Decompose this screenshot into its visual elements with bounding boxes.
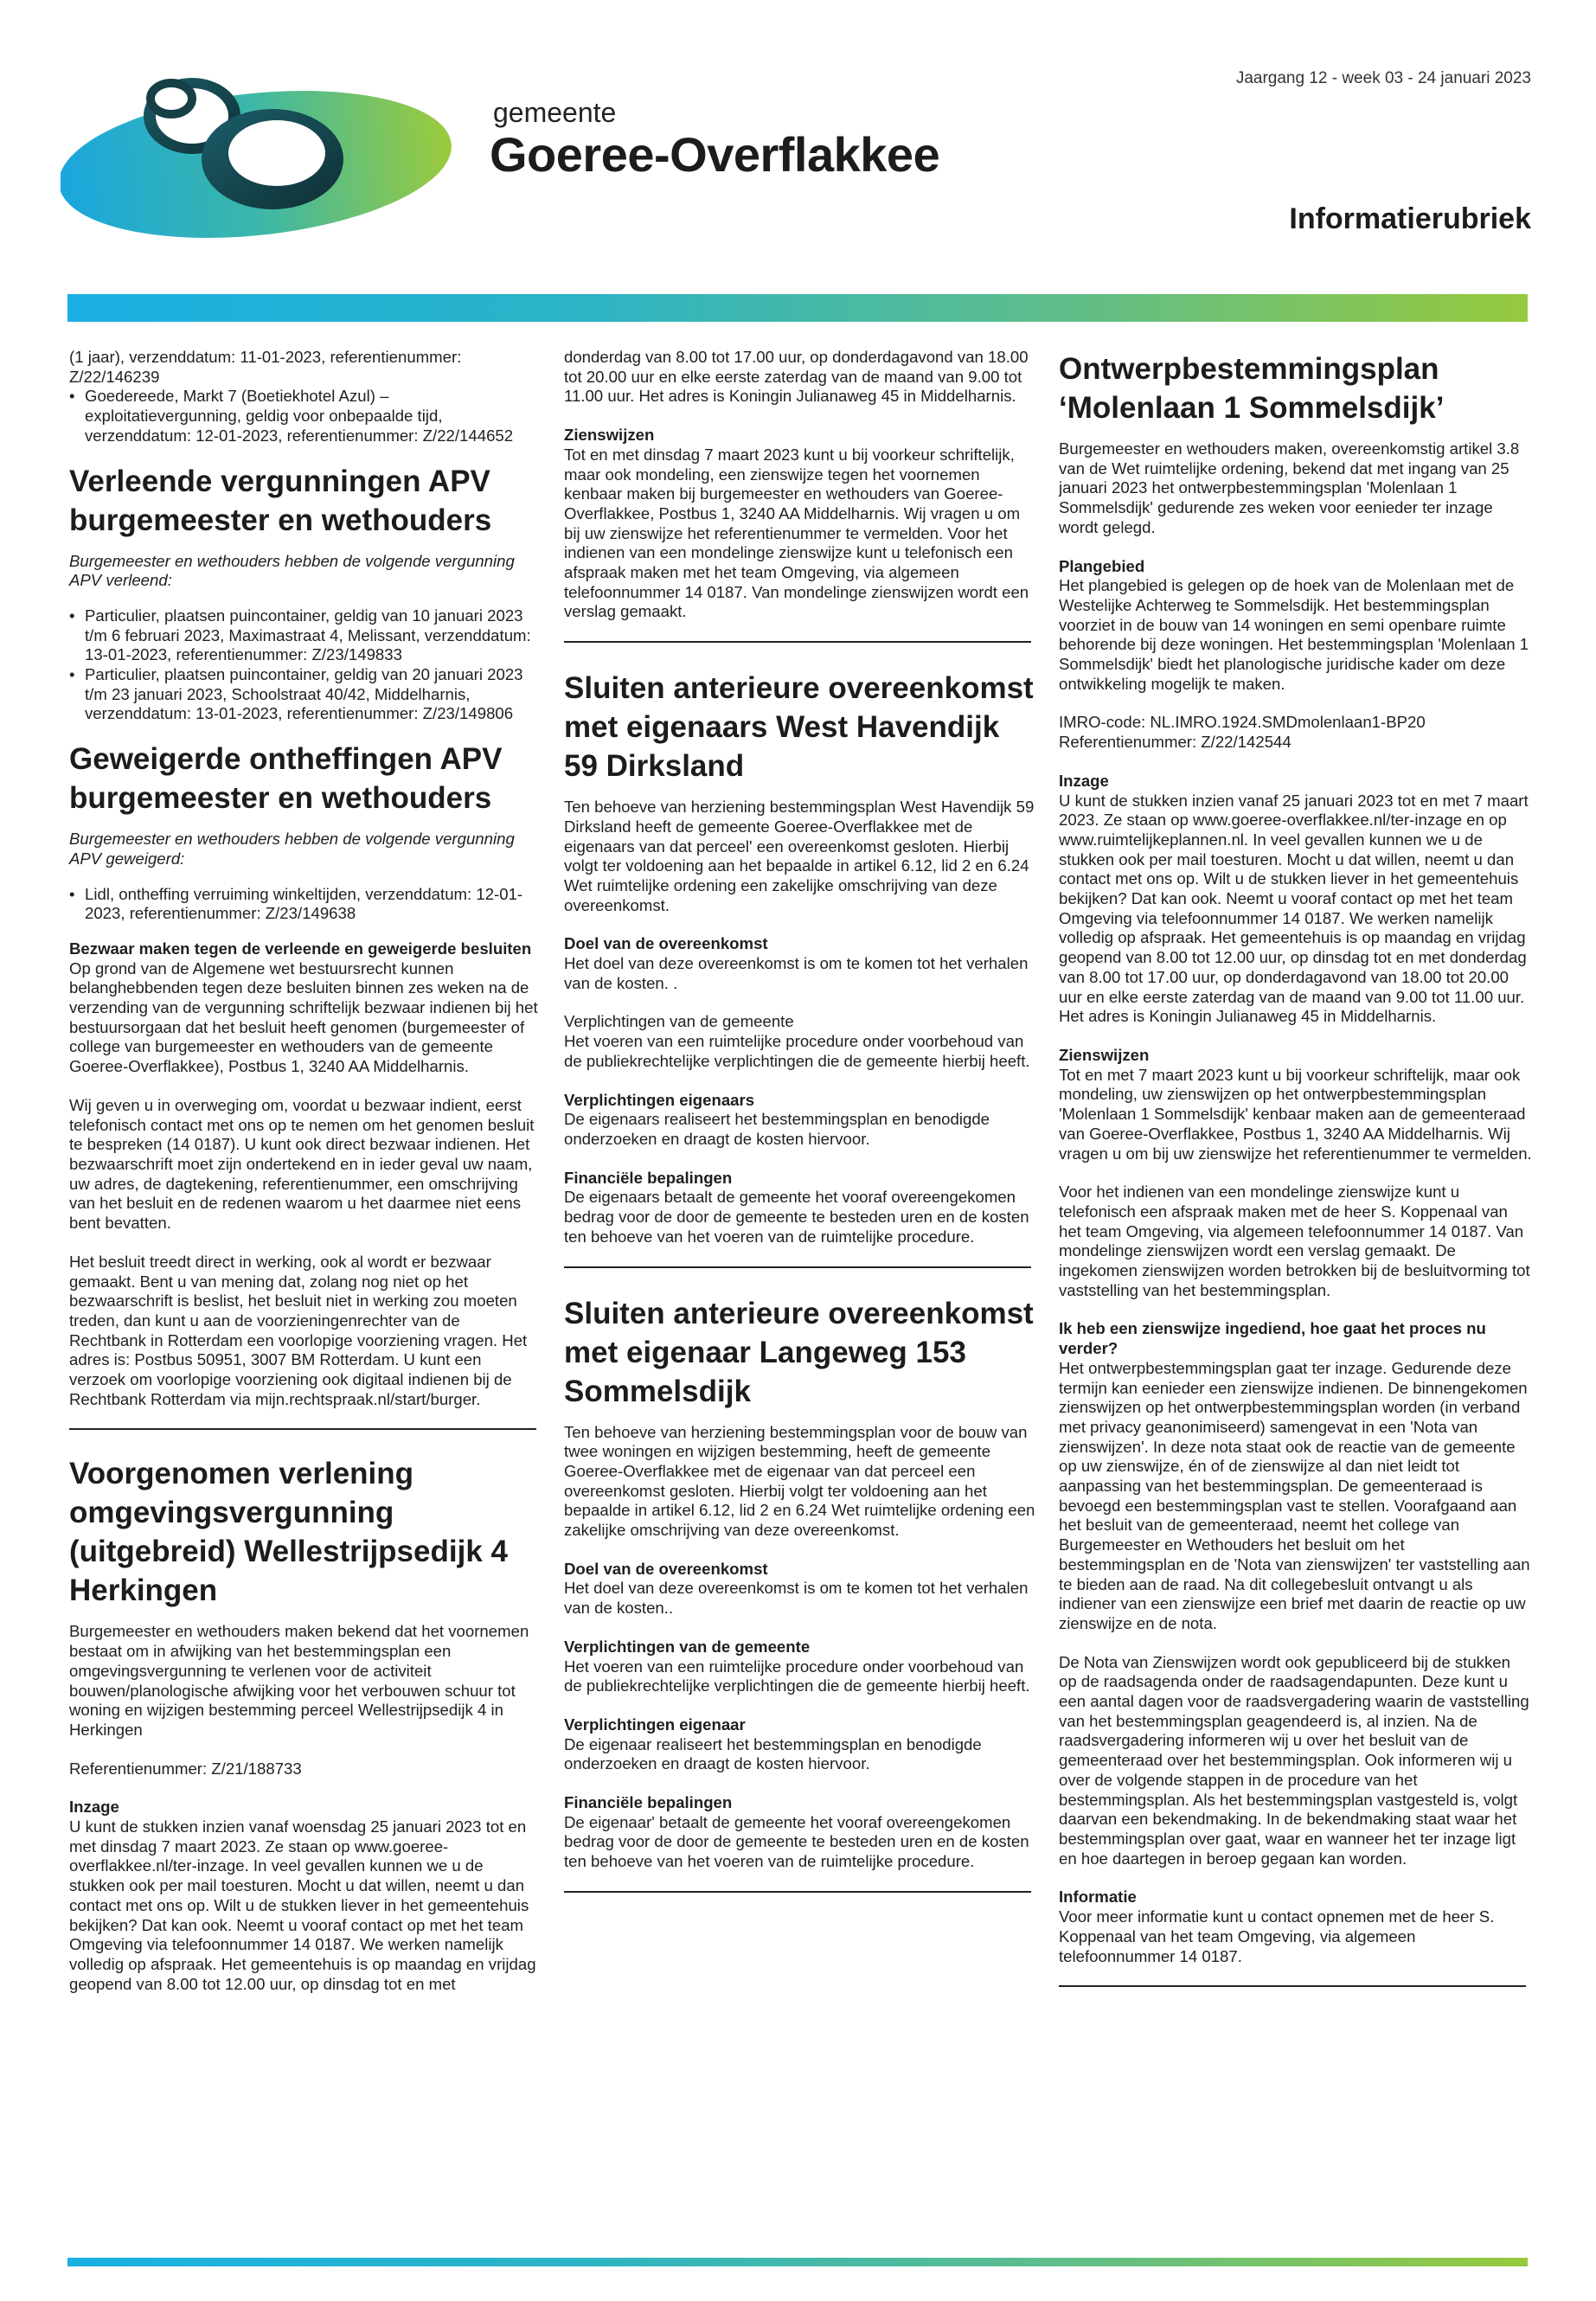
subheading: Verplichtingen eigenaar — [564, 1715, 746, 1734]
reference-number: Referentienummer: Z/22/142544 — [1059, 733, 1292, 752]
permit-list — [69, 606, 541, 724]
section-label: Informatierubriek — [1289, 202, 1531, 235]
inspection-block — [1059, 772, 1532, 1027]
subheading: Inzage — [69, 1798, 119, 1817]
subheading: Plangebied — [1059, 556, 1145, 575]
paragraph: De Nota van Zienswijzen wordt ook gepubliceerd bij de stukken op de raadsagenda onder de raadsagendapunten. Deze kunt u een aantal dagen voor de raadsvergadering waarin de vaststelling van het bestemmingsplan geagendeerd is, al inzien. Na de raadsvergadering informeren wij u over het besluit van de gemeenteraad over het bestemmingsplan. Ook informeren wij u over de volgende stappen in de procedure van het bestemmingsplan. Als het bestemmingsplan vastgesteld is, volgt daarvan een bekendmaking. In de bekendmaking staat waar het bestemmingsplan over gaat, waar en wanneer het ter inzage ligt en hoe daartegen in beroep gegaan kan worden. — [1059, 1652, 1529, 1868]
issue-info: Jaargang 12 - week 03 - 24 januari 2023 — [1235, 69, 1531, 87]
agreement-purpose — [564, 1560, 1035, 1618]
paragraph: Het doel van deze overeenkomst is om te komen tot het verhalen van de kosten. . — [564, 954, 1029, 992]
subheading: Financiële bepalingen — [564, 1793, 733, 1812]
municipality-name: Goeree-Overflakkee — [490, 127, 940, 182]
header-color-bar — [67, 294, 1528, 322]
paragraph: Het voeren van een ruimtelijke procedure onder voorbehoud van de publiekrechtelijke verplichtingen die de gemeente hierbij heeft. — [564, 1032, 1030, 1070]
divider — [69, 1428, 536, 1430]
subheading: Ik heb een zienswijze ingediend, hoe gaat het proces nu verder? — [1059, 1319, 1486, 1358]
imro-code: IMRO-code: NL.IMRO.1924.SMDmolenlaan1-BP20 — [1059, 713, 1426, 732]
plan-area-block — [1059, 557, 1532, 695]
subheading: Doel van de overeenkomst — [564, 1559, 768, 1578]
inspection-block — [69, 1798, 541, 1994]
list-item: • Goedereede, Markt 7 (Boetiekhotel Azul) – exploitatievergunning, geldig voor onbepaalde tijd, verzenddatum: 12-01-2023, referentienummer: Z/22/144652 — [69, 387, 541, 445]
divider — [564, 1891, 1031, 1893]
footer-color-bar — [67, 2258, 1528, 2266]
divider — [564, 1266, 1031, 1268]
divider — [1059, 1985, 1526, 1987]
paragraph: Op grond van de Algemene wet bestuursrecht kunnen belanghebbenden tegen deze besluiten binnen zes weken na de verzending van de vergunning schriftelijk bezwaar indienen bij het bestuursorgaan dat het besluit heeft genomen (burgemeester of college van burgemeester en wethouders van de gemeente Goeree-Overflakkee), Postbus 1, 3240 AA Middelharnis. — [69, 958, 538, 1076]
section-intro: Burgemeester en wethouders hebben de volgende vergunning APV verleend: — [69, 551, 515, 590]
list-item: • Particulier, plaatsen puincontainer, geldig van 20 januari 2023 t/m 23 januari 2023, Schoolstraat 40/42, Middelharnis, verzenddatum: 13-01-2023, referentienummer: Z/23/149806 — [69, 665, 541, 724]
financial-provisions — [564, 1793, 1035, 1872]
section-title: Voorgenomen verlening omgevingsvergunning (uitgebreid) Wellestrijpsedijk 4 Herkingen — [69, 1457, 508, 1608]
paragraph: Het voeren van een ruimtelijke procedure onder voorbehoud van de publiekrechtelijke verplichtingen die de gemeente hierbij heeft. — [564, 1657, 1030, 1695]
subheading: Informatie — [1059, 1888, 1137, 1907]
section-title: Geweigerde ontheffingen APV burgemeester en wethouders — [69, 742, 503, 816]
gemeente-label: gemeente — [493, 97, 617, 128]
list-item: • Particulier, plaatsen puincontainer, geldig van 10 januari 2023 t/m 6 februari 2023, Maximastraat 4, Melissant, verzenddatum: 13-01-2023, referentienummer: Z/23/149833 — [69, 606, 541, 665]
section-title: Ontwerpbestemmingsplan ‘Molenlaan 1 Sommelsdijk’ — [1059, 352, 1445, 425]
list-item: • Lidl, ontheffing verruiming winkeltijden, verzenddatum: 12-01-2023, referentienummer: Z/23/149638 — [69, 885, 541, 924]
paragraph: Tot en met 7 maart 2023 kunt u bij voorkeur schriftelijk, maar ook mondeling, uw zienswijzen op het ontwerpbestemmingsplan 'Molenlaan 1 Sommelsdijk' kenbaar maken aan de gemeenteraad van Goeree-Overflakkee, Postbus 1, 3240 AA Middelharnis. Wij vragen u om bij uw zienswijze het referentienummer te vermelden. — [1059, 1065, 1532, 1163]
paragraph: De eigenaar realiseert het bestemmingsplan en benodigde onderzoeken en draagt de kosten hiervoor. — [564, 1734, 982, 1773]
subheading-plain: Verplichtingen van de gemeente — [564, 1012, 794, 1031]
paragraph: Wij geven u in overweging om, voordat u bezwaar indient, eerst telefonisch contact met ons op te nemen om het genomen besluit te bespreken (14 0187). U kunt ook direct bezwaar indienen. Het bezwaarschrift moet zijn ondertekend en in ieder geval uw naam, uw adres, de dagtekening, referentienummer, een omschrijving van het besluit en de redenen waarom u het daarmee niet eens bent bevatten. — [69, 1095, 535, 1233]
paragraph: Het ontwerpbestemmingsplan gaat ter inzage. Gedurende deze termijn kan eenieder een zienswijze indienen. De binnengekomen zienswijzen op het ontwerpbestemmingsplan worden (in verband met privacy geanonimiseerd) samengevat in een 'Nota van zienswijzen'. In deze nota staat ook de reactie van de gemeente op uw zienswijze, én of de zienswijze al dan niet leidt tot aanpassing van het bestemmingsplan. De gemeenteraad is bevoegd een bestemmingsplan vast te stellen. Voorafgaand aan het besluit van de gemeenteraad, neemt het college van Burgemeester en Wethouders het besluit om het bestemmingsplan en de 'Nota van zienswijzen' ter vaststelling aan te bieden aan de raad. Na dit collegebesluit ontvangt u als indiener van een zienswijze een brief met daarin de reactie op uw zienswijze en de nota. — [1059, 1358, 1530, 1632]
paragraph: Burgemeester en wethouders maken bekend dat het voornemen bestaat om in afwijking van het bestemmingsplan een omgevingsvergunning te verlenen voor de activiteit bouwen/planologische afwijking voor het verbouwen schuur tot woning en wijzigen bestemming perceel Wellestrijpsedijk 4 in Herkingen — [69, 1622, 529, 1739]
subheading: Doel van de overeenkomst — [564, 934, 768, 953]
municipality-logo — [61, 62, 467, 244]
paragraph: Burgemeester en wethouders maken, overeenkomstig artikel 3.8 van de Wet ruimtelijke ordening, bekend dat met ingang van 25 januari 2023 het ontwerpbestemmingsplan 'Molenlaan 1 Sommelsdijk' gedurende zes weken voor eenieder ter inzage wordt gelegd. — [1059, 439, 1520, 536]
financial-provisions — [564, 1169, 1035, 1247]
information-block — [1059, 1888, 1532, 1966]
paragraph: De eigenaar' betaalt de gemeente het vooraf overeengekomen bedrag voor de door de gemeente te besteden uren en de kosten ten behoeve van het voeren van de ruimtelijke procedure. — [564, 1812, 1029, 1871]
section-title: Verleende vergunningen APV burgemeester en wethouders — [69, 464, 492, 537]
continued-list — [69, 387, 541, 445]
section-title: Sluiten anterieure overeenkomst met eigenaars West Havendijk 59 Dirksland — [564, 671, 1034, 784]
views-block — [1059, 1046, 1532, 1163]
column-2 — [564, 348, 1035, 1893]
subheading: Zienswijzen — [1059, 1045, 1150, 1064]
divider — [564, 641, 1031, 643]
paragraph: De eigenaars realiseert het bestemmingsplan en benodigde onderzoeken en draagt de kosten hiervoor. — [564, 1110, 990, 1148]
paragraph: Voor meer informatie kunt u contact opnemen met de heer S. Koppenaal van het team Omgeving, via algemeen telefoonnummer 14 0187. — [1059, 1907, 1495, 1965]
reference-number: Referentienummer: Z/21/188733 — [69, 1759, 302, 1778]
refusal-list — [69, 885, 541, 924]
paragraph: U kunt de stukken inzien vanaf 25 januari 2023 tot en met 7 maart 2023. Ze staan op www.goeree-overflakkee.nl/ter-inzage en op www.ruimtelijkeplannen.nl. In veel gevallen kunnen we u de stukken ook per mail toesturen. Mocht u dat willen, neemt u dan contact met ons op. Wilt u de stukken liever in het gemeentehuis bekijken? Dat kan ook. Neemt u vooraf contact op met het team Omgeving via telefoonnummer 14 0187. We werken namelijk volledig op afspraak. Het gemeentehuis is op maandag en vrijdag geopend van 8.00 tot 12.00 uur, op dinsdag tot en met donderdag van 8.00 tot 17.00 uur, op donderdagavond van 18.00 tot 20.00 uur en elke eerste zaterdag van de maand van 9.00 tot 11.00 uur. Het adres is Koningin Julianaweg 45 in Middelharnis. — [1059, 791, 1529, 1026]
subheading: Financiële bepalingen — [564, 1168, 733, 1187]
paragraph: Tot en met dinsdag 7 maart 2023 kunt u bij voorkeur schriftelijk, maar ook mondeling, een zienswijze tegen het voornemen kenbaar maken bij burgemeester en wethouders van Goeree-Overflakkee, Postbus 1, 3240 AA Middelharnis. Wij vragen u om bij uw zienswijze het referentienummer te vermelden. Voor het indienen van een mondelinge zienswijze kunt u telefonisch een afspraak maken met het team Omgeving, via algemeen telefoonnummer 14 0187. Van mondelinge zienswijzen wordt een verslag gemaakt. — [564, 445, 1029, 621]
paragraph: Voor het indienen van een mondelinge zienswijze kunt u telefonisch een afspraak maken met de heer S. Koppenaal van het team Omgeving, via algemeen telefoonnummer 14 0187. Van mondelinge zienswijzen wordt een verslag gemaakt. De ingekomen zienswijzen worden betrokken bij de besluitvorming tot vaststelling van het bestemmingsplan. — [1059, 1183, 1530, 1299]
views-block — [564, 426, 1035, 622]
owner-obligations — [564, 1091, 1035, 1150]
subheading: Zienswijzen — [564, 426, 655, 445]
subheading: Verplichtingen eigenaars — [564, 1090, 755, 1109]
objection-block — [69, 939, 541, 1077]
paragraph: Het besluit treedt direct in werking, ook al wordt er bezwaar gemaakt. Bent u van mening dat, zolang nog niet op het bezwaarschrift is beslist, het besluit niet in werking zou moeten treden, dan kunt u aan de voorzieningenrechter van de Rechtbank in Rotterdam een voorlopige voorziening vragen. Het adres is: Postbus 50951, 3007 BM Rotterdam. U kunt een verzoek om voorlopige voorziening ook digitaal indienen bij de Rechtbank Rotterdam via mijn.rechtspraak.nl/start/burger. — [69, 1252, 528, 1408]
subheading: Verplichtingen van de gemeente — [564, 1637, 811, 1656]
process-block — [1059, 1319, 1532, 1633]
section-title: Sluiten anterieure overeenkomst met eigenaar Langeweg 153 Sommelsdijk — [564, 1296, 1034, 1408]
municipality-obligations — [564, 1638, 1035, 1696]
paragraph: Het doel van deze overeenkomst is om te komen tot het verhalen van de kosten.. — [564, 1579, 1029, 1618]
municipality-obligations — [564, 1012, 1035, 1071]
paragraph: Het plangebied is gelegen op de hoek van de Molenlaan met de Westelijke Achterweg te Sommelsdijk. Het bestemmingsplan voorziet in de bouw van 14 woningen en semi openbare ruimte behorende bij deze woningen. Het bestemmingsplan 'Molenlaan 1 Sommelsdijk' biedt het planologische juridische kader om deze ontwikkeling mogelijk te maken. — [1059, 576, 1529, 693]
paragraph: donderdag van 8.00 tot 17.00 uur, op donderdagavond van 18.00 tot 20.00 uur en elke eerste zaterdag van de maand van 9.00 tot 11.00 uur. Het adres is Koningin Julianaweg 45 in Middelharnis. — [564, 348, 1029, 406]
column-3 — [1059, 348, 1532, 1987]
section-intro: Burgemeester en wethouders hebben de volgende vergunning APV geweigerd: — [69, 830, 515, 868]
paragraph: U kunt de stukken inzien vanaf woensdag 25 januari 2023 tot en met dinsdag 7 maart 2023. Ze staan op www.goeree-overflakkee.nl/ter-inzage. In veel gevallen kunnen we u de stukken ook per mail toesturen. Mocht u dat willen, neemt u dan contact met ons op. Wilt u de stukken liever in het gemeentehuis bekijken? Dat kan ook. Neemt u vooraf contact op met het team Omgeving via telefoonnummer 14 0187. We werken namelijk volledig op afspraak. Het gemeentehuis is op maandag en vrijdag geopend van 8.00 tot 12.00 uur, op dinsdag tot en met — [69, 1817, 536, 1993]
subheading: Bezwaar maken tegen de verleende en geweigerde besluiten — [69, 939, 532, 958]
header — [0, 0, 1596, 294]
paragraph: De eigenaars betaalt de gemeente het vooraf overeengekomen bedrag voor de door de gemeente te besteden uren en de kosten ten behoeve van het voeren van de ruimtelijke procedure. — [564, 1188, 1029, 1246]
paragraph: Ten behoeve van herziening bestemmingsplan voor de bouw van twee woningen en wijzigen bestemming, heeft de gemeente Goeree-Overflakkee met de eigenaar van dat perceel een overeenkomst gesloten. Hierbij volgt ter voldoening aan het bepaalde in artikel 6.12, lid 2 en 6.24 Wet ruimtelijke ordening een zakelijke omschrijving van deze overeenkomst. — [564, 1422, 1035, 1540]
continued-item: (1 jaar), verzenddatum: 11-01-2023, referentienummer: Z/22/146239 — [69, 348, 462, 386]
paragraph: Ten behoeve van herziening bestemmingsplan West Havendijk 59 Dirksland heeft de gemeente Goeree-Overflakkee met de eigenaars van dat perceel' een overeenkomst gesloten. Hierbij volgt ter voldoening aan het bepaalde in artikel 6.12, lid 2 en 6.24 Wet ruimtelijke ordening een zakelijke omschrijving van deze overeenkomst. — [564, 798, 1035, 914]
column-1 — [69, 348, 541, 2013]
agreement-purpose — [564, 934, 1035, 993]
subheading: Inzage — [1059, 771, 1109, 790]
owner-obligations — [564, 1715, 1035, 1774]
